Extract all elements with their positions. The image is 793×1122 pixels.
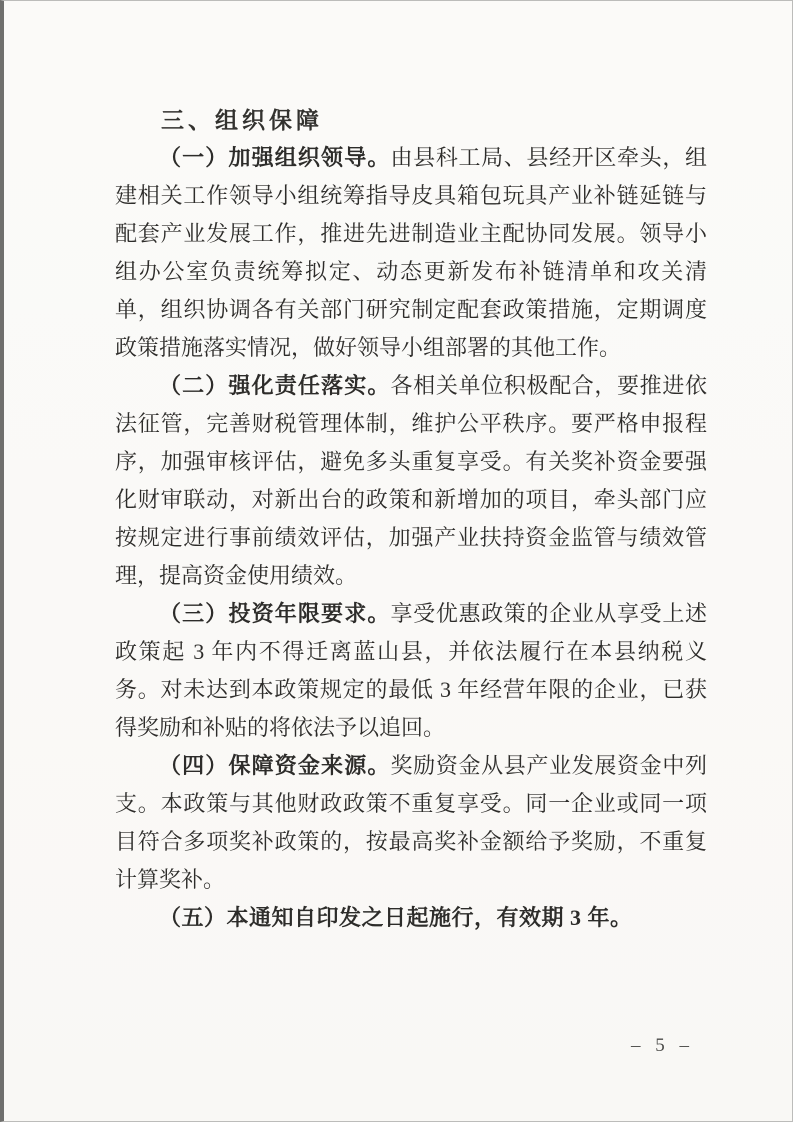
paragraph-3-lead: （三）投资年限要求。: [159, 601, 391, 626]
paragraph-1: [115, 139, 707, 367]
paragraph-1-text: 由县科工局、县经开区牵头，组建相关工作领导小组统筹指导皮具箱包玩具产业补链延链与配套产业发展工作，推进先进制造业主配协同发展。领导小组办公室负责统筹拟定、动态更新发布补链清单和攻关清单，组织协调各有关部门研究制定配套政策措施，定期调度政策措施落实情况，做好领导小组部署的其他工作。: [115, 145, 707, 360]
paragraph-1-lead: （一）加强组织领导。: [159, 145, 391, 170]
document-body: [115, 101, 707, 937]
paragraph-4-text: 奖励资金从县产业发展资金中列支。本政策与其他财政政策不重复享受。同一企业或同一项目符合多项奖补政策的，按最高奖补金额给予奖励，不重复计算奖补。: [115, 753, 707, 892]
paragraph-4-lead: （四）保障资金来源。: [159, 753, 391, 778]
paragraph-2-lead: （二）强化责任落实。: [159, 373, 391, 398]
paragraph-3-text: 享受优惠政策的企业从享受上述政策起 3 年内不得迁离蓝山县，并依法履行在本县纳税义务。对未达到本政策规定的最低 3 年经营年限的企业，已获得奖励和补贴的将依法予以追回。: [115, 601, 707, 740]
paragraph-2: [115, 367, 707, 595]
paragraph-5-lead: （五）本通知自印发之日起施行，有效期 3 年。: [159, 905, 633, 930]
page-number: – 5 –: [631, 1035, 694, 1056]
section-heading: 三、组织保障: [161, 107, 323, 133]
paragraph-4: [115, 747, 707, 899]
paragraph-2-text: 各相关单位积极配合，要推进依法征管，完善财税管理体制，维护公平秩序。要严格申报程序，加强审核评估，避免多头重复享受。有关奖补资金要强化财审联动，对新出台的政策和新增加的项目，牵头部门应按规定进行事前绩效评估，加强产业扶持资金监管与绩效管理，提高资金使用绩效。: [115, 373, 707, 588]
paragraph-5: [115, 899, 707, 937]
paragraph-3: [115, 595, 707, 747]
